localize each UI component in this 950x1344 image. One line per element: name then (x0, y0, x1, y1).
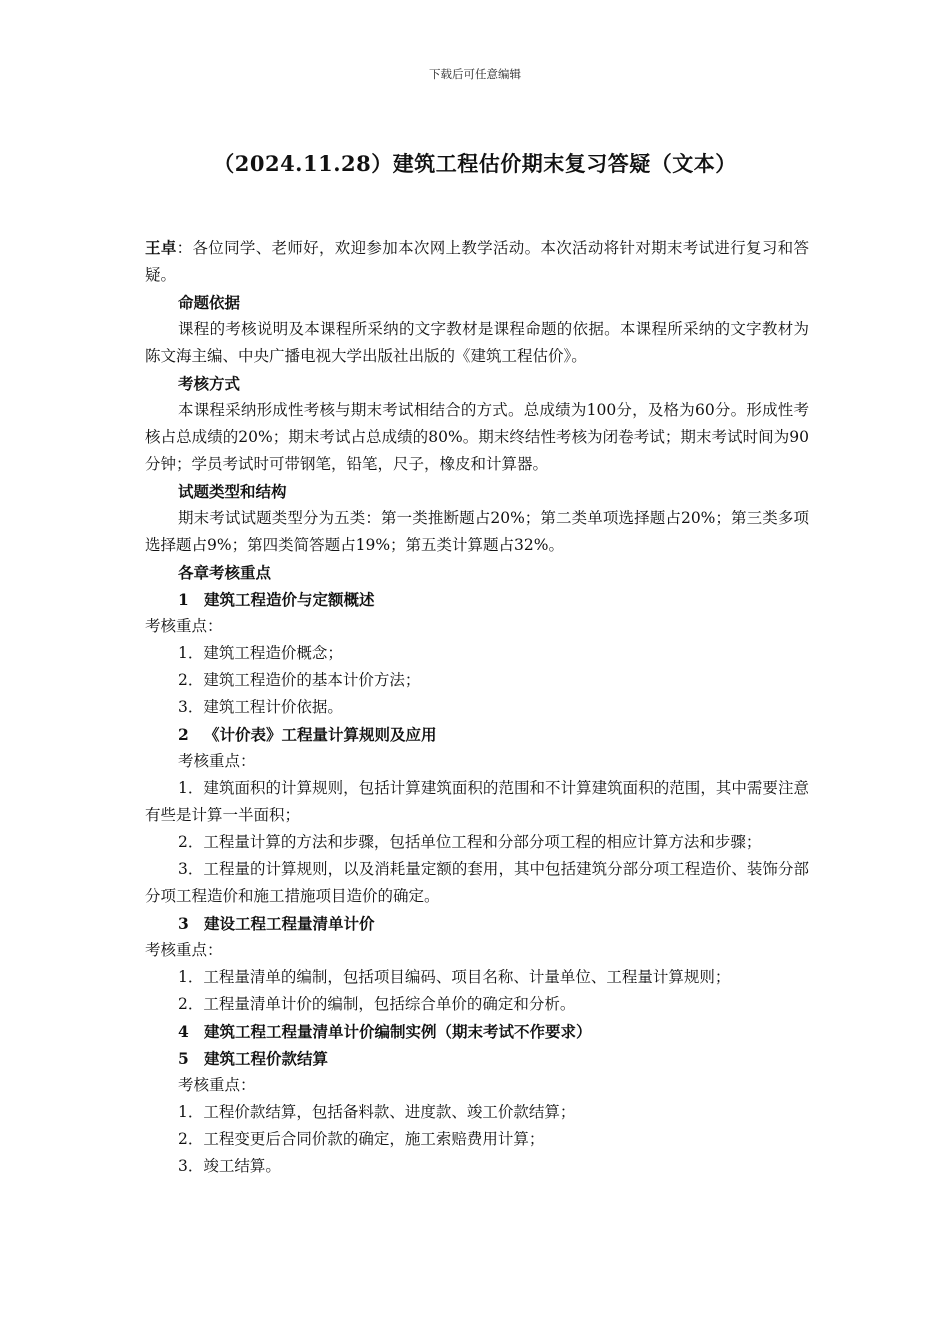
chapter-2-label: 考核重点： (178, 752, 256, 770)
paragraph-basis: 课程的考核说明及本课程所采纳的文字教材是课程命题的依据。本课程所采纳的文字教材为陈文海主编、中央广播电视大学出版社出版的《建筑工程估价》。 (145, 320, 809, 365)
chapter-heading-5 (145, 1045, 809, 1072)
chapter-number: 1 (178, 590, 189, 609)
document-title: （2024.11.28）建筑工程估价期末复习答疑（文本） (213, 151, 737, 176)
list-item: 2．工程量计算的方法和步骤，包括单位工程和分部分项工程的相应计算方法和步骤； (178, 833, 762, 851)
list-item: 3．建筑工程计价依据。 (178, 698, 343, 716)
chapter-title: 建筑工程价款结算 (204, 1049, 329, 1068)
paragraph-method: 本课程采纳形成性考核与期末考试相结合的方式。总成绩为100分，及格为60分。形成性考核占总成绩的20%；期末考试占总成绩的80%。期末终结性考核为闭卷考试；期末考试时间为90分钟；学员考试时可带钢笔，铅笔，尺子，橡皮和计算器。 (145, 401, 809, 473)
list-item: 3．工程量的计算规则，以及消耗量定额的套用，其中包括建筑分部分项工程造价、装饰分部分项工程造价和施工措施项目造价的确定。 (145, 860, 809, 905)
heading-basis: 命题依据 (178, 293, 241, 312)
chapter-title: 建筑工程工程量清单计价编制实例（期末考试不作要求） (204, 1022, 592, 1041)
paragraph-types: 期末考试试题类型分为五类：第一类推断题占20%；第二类单项选择题占20%；第三类多项选择题占9%；第四类简答题占19%；第五类计算题占32%。 (145, 509, 809, 554)
list-item: 1．工程量清单的编制，包括项目编码、项目名称、计量单位、工程量计算规则； (178, 968, 731, 986)
list-item: 2．建筑工程造价的基本计价方法； (178, 671, 421, 689)
list-item: 1．建筑面积的计算规则，包括计算建筑面积的范围和不计算建筑面积的范围，其中需要注意有些是计算一半面积； (145, 779, 809, 824)
list-item: 2．工程变更后合同价款的确定，施工索赔费用计算； (178, 1130, 545, 1148)
heading-types: 试题类型和结构 (178, 482, 287, 501)
intro-paragraph (145, 234, 809, 289)
chapter-heading-4 (145, 1018, 809, 1045)
chapter-1-label: 考核重点： (145, 617, 223, 635)
list-item: 3．竣工结算。 (178, 1157, 281, 1175)
list-item: 2．工程量清单计价的编制，包括综合单价的确定和分析。 (178, 995, 576, 1013)
intro-text: ：各位同学、老师好，欢迎参加本次网上教学活动。本次活动将针对期末考试进行复习和答疑。 (145, 239, 809, 284)
heading-method: 考核方式 (178, 374, 241, 393)
chapter-3-label: 考核重点： (145, 941, 223, 959)
chapter-number: 2 (178, 725, 189, 744)
chapter-5-label: 考核重点： (178, 1076, 256, 1094)
speaker-name: 王卓 (145, 238, 177, 257)
chapter-number: 5 (178, 1049, 189, 1068)
list-item: 1．工程价款结算，包括备料款、进度款、竣工价款结算； (178, 1103, 576, 1121)
chapter-heading-2 (145, 721, 809, 748)
chapter-heading-3 (145, 910, 809, 937)
chapter-title: 建筑工程造价与定额概述 (204, 590, 375, 609)
chapter-number: 3 (178, 914, 189, 933)
chapter-title: 《计价表》工程量计算规则及应用 (204, 725, 437, 744)
chapter-number: 4 (178, 1022, 189, 1041)
chapter-heading-1 (145, 586, 809, 613)
list-item: 1．建筑工程造价概念； (178, 644, 343, 662)
chapter-title: 建设工程工程量清单计价 (204, 914, 375, 933)
heading-chapters: 各章考核重点 (178, 563, 272, 582)
page-header: 下载后可任意编辑 (429, 67, 521, 81)
document-body (145, 234, 809, 1180)
